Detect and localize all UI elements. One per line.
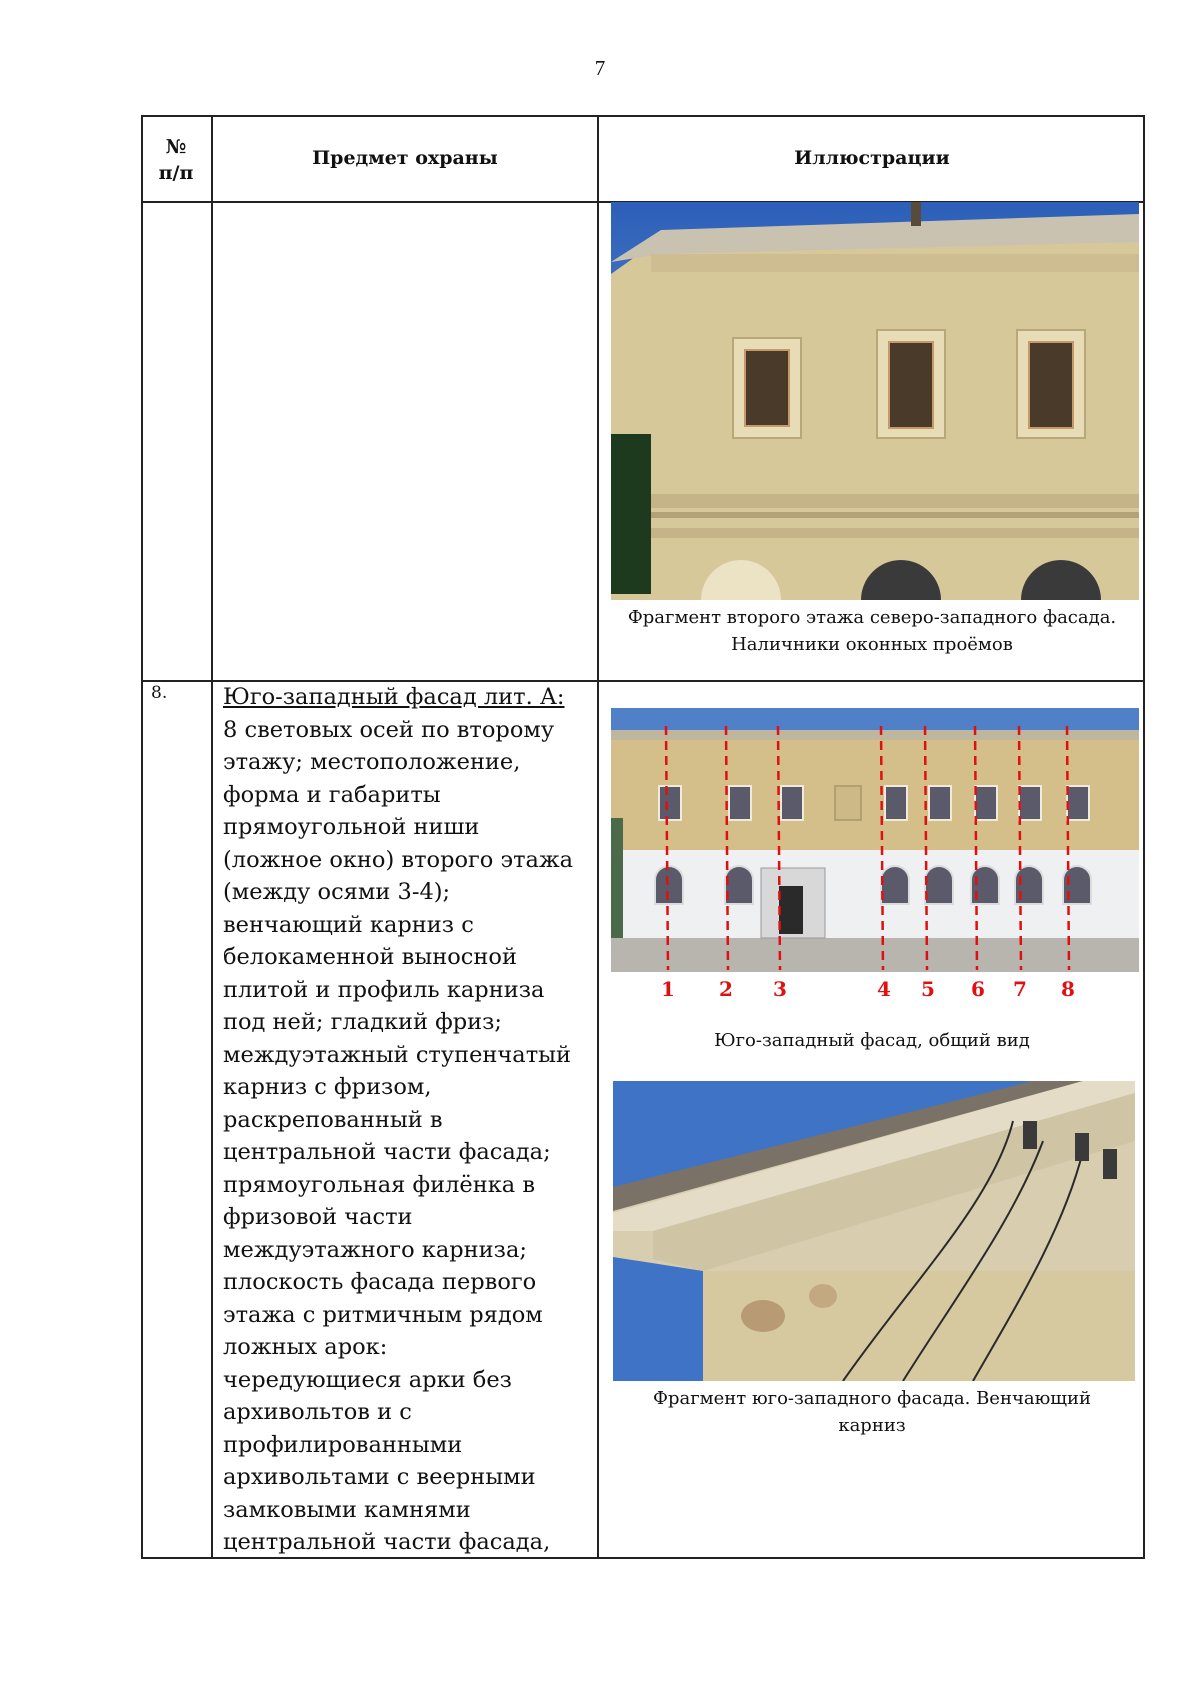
description-line: центральной части фасада; xyxy=(223,1139,551,1165)
header-number: № п/п xyxy=(158,136,194,184)
photo-caption-3-line-1: Фрагмент юго-западного фасада. Венчающий xyxy=(653,1388,1091,1409)
table-col-divider-1 xyxy=(211,115,213,1559)
description-line: этажу; местоположение, xyxy=(223,749,521,775)
description-line: ложных арок: xyxy=(223,1334,388,1360)
table-border-left xyxy=(141,115,143,1559)
description-line: этажа с ритмичным рядом xyxy=(223,1301,543,1328)
axis-label-8: 8 xyxy=(1061,977,1075,1001)
photo-caption-1-line-1: Фрагмент второго этажа северо-западного фасада. xyxy=(627,607,1117,628)
cornice-fragment-photo xyxy=(613,1081,1135,1381)
photo-caption-3 xyxy=(601,1385,1143,1439)
description-line: междуэтажного карниза; xyxy=(223,1236,527,1263)
row-number: 8. xyxy=(151,683,168,703)
table-border-right xyxy=(1143,115,1145,1559)
table-col-divider-2 xyxy=(597,115,599,1559)
description-line: центральной части фасада, xyxy=(223,1529,551,1555)
axis-label-5: 5 xyxy=(921,977,935,1001)
description-line: венчающий карниз с xyxy=(223,911,474,938)
description-line: Юго-западный фасад лит. А: xyxy=(223,684,565,710)
description-line: чередующиеся арки без xyxy=(223,1366,512,1393)
description-line: плоскость фасада первого xyxy=(223,1269,537,1295)
header-illustrations: Иллюстрации xyxy=(794,147,950,169)
protection-subject-description xyxy=(223,681,593,1559)
header-subject: Предмет охраны xyxy=(312,147,498,169)
table-border-top xyxy=(141,115,1145,117)
building-upper-floor-photo xyxy=(611,202,1139,600)
description-line: фризовой части xyxy=(223,1204,413,1230)
photo-caption-3-line-2: карниз xyxy=(838,1415,906,1436)
axis-label-2: 2 xyxy=(719,977,733,1001)
axis-label-3: 3 xyxy=(773,977,787,1001)
description-line: замковыми камнями xyxy=(223,1496,471,1523)
description-line: под ней; гладкий фриз; xyxy=(223,1009,503,1035)
description-line: профилированными xyxy=(223,1431,463,1458)
axis-label-4: 4 xyxy=(877,977,891,1001)
description-line: междуэтажный ступенчатый xyxy=(223,1041,572,1068)
description-line: (ложное окно) второго этажа xyxy=(223,846,574,873)
description-line: карниз с фризом, xyxy=(223,1074,432,1100)
description-line: прямоугольной ниши xyxy=(223,814,480,840)
facade-general-view-photo xyxy=(611,708,1139,972)
description-line: (между осями 3-4); xyxy=(223,879,451,905)
page-number: 7 xyxy=(594,56,606,80)
description-line: белокаменной выносной xyxy=(223,944,517,970)
axis-labels xyxy=(611,977,1139,1007)
description-line: форма и габариты xyxy=(223,781,441,808)
description-line: архивольтами с веерными xyxy=(223,1464,536,1490)
description-line: 8 световых осей по второму xyxy=(223,716,555,743)
axis-label-6: 6 xyxy=(971,977,985,1001)
photo-caption-1-line-2: Наличники оконных проёмов xyxy=(731,634,1013,655)
description-line: плитой и профиль карниза xyxy=(223,976,545,1003)
description-line: раскрепованный в xyxy=(223,1106,443,1133)
description-line: прямоугольная филёнка в xyxy=(223,1171,536,1198)
protection-table xyxy=(141,115,1145,1559)
photo-caption-1 xyxy=(601,604,1143,658)
axis-label-7: 7 xyxy=(1013,977,1027,1001)
photo-caption-2: Юго-западный фасад, общий вид xyxy=(714,1030,1030,1051)
description-line: архивольтов и с xyxy=(223,1399,412,1425)
axis-label-1: 1 xyxy=(661,977,675,1001)
